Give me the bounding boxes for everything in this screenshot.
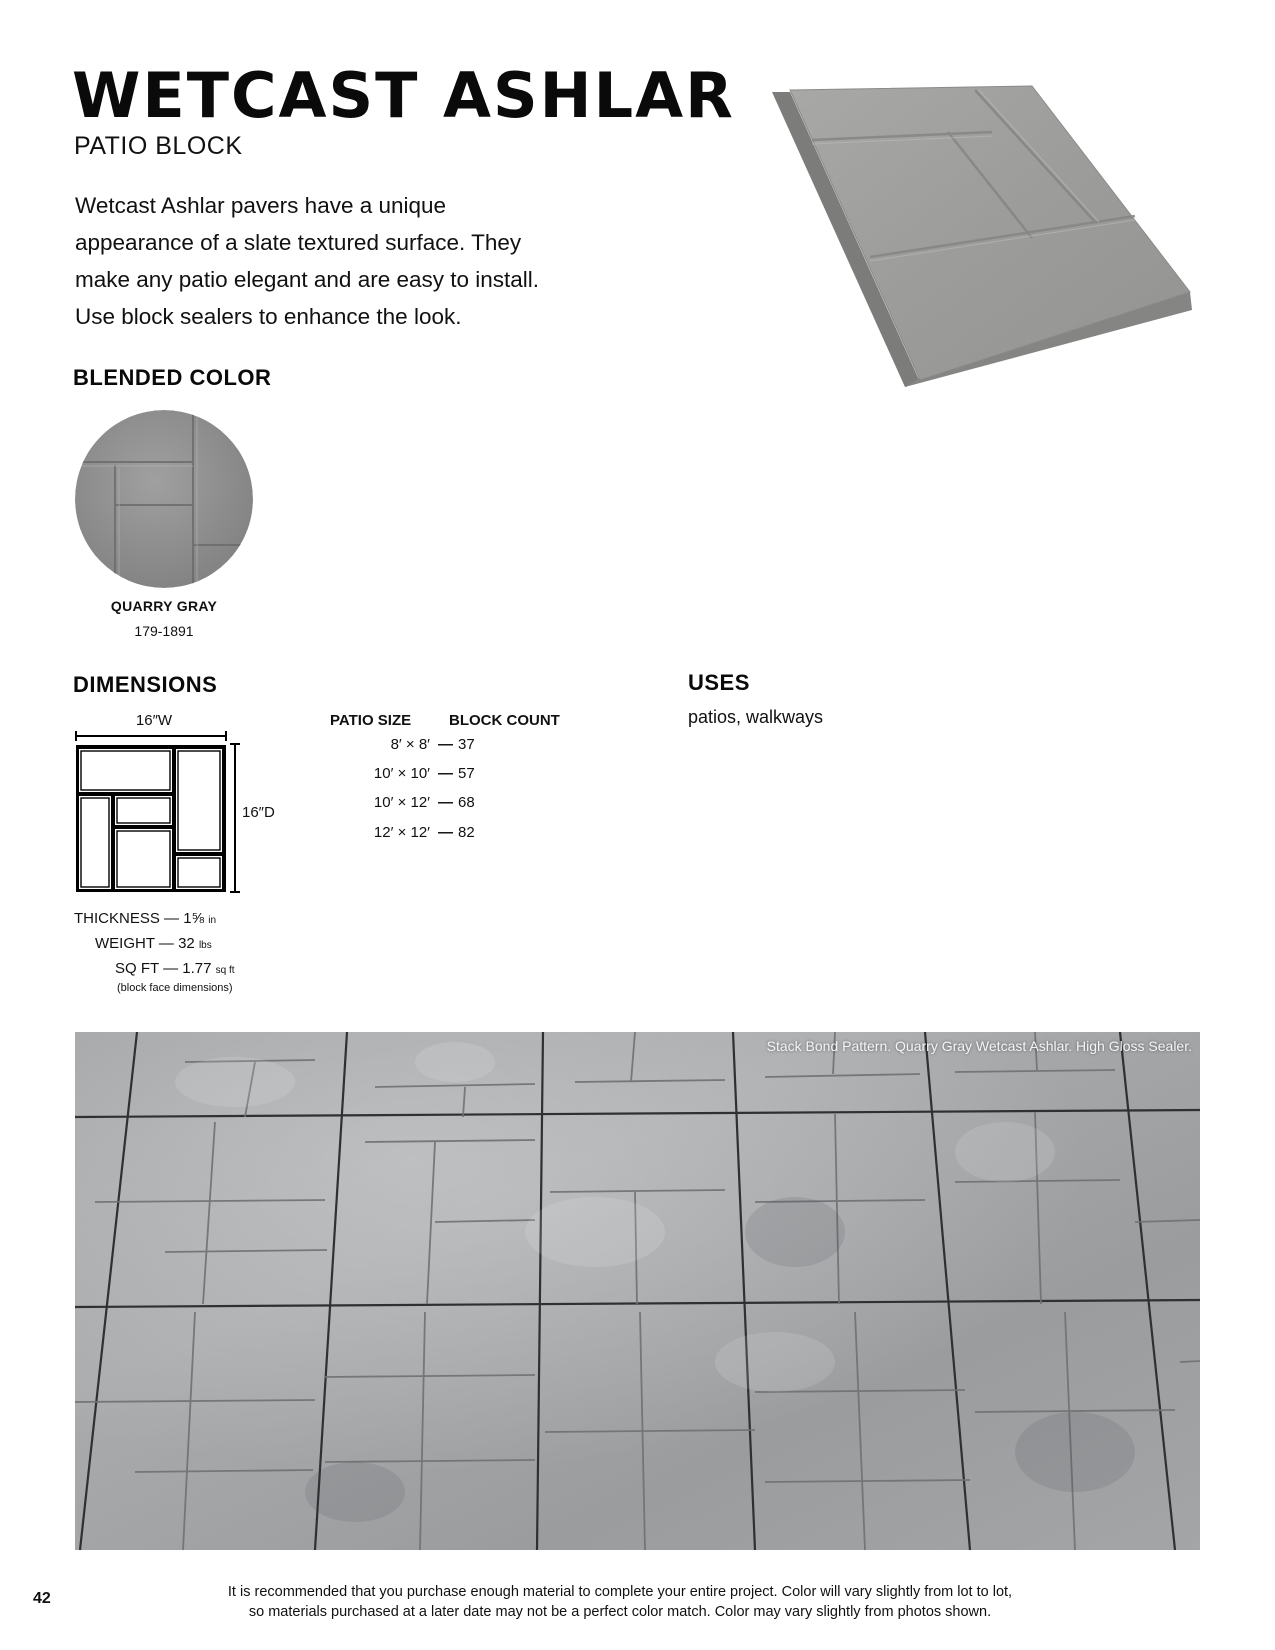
spec-thickness: THICKNESS — 1⅝ in <box>74 910 217 927</box>
spec-weight: WEIGHT — 32 lbs <box>95 935 212 952</box>
table-header-patio-size: PATIO SIZE <box>330 712 412 729</box>
uses-heading: USES <box>688 670 750 695</box>
description-line: Use block sealers to enhance the look. <box>75 304 462 329</box>
color-swatch-quarry-gray[interactable] <box>75 410 253 588</box>
table-row: 12′ × 12′ — 82 <box>373 824 475 841</box>
depth-label: 16″D <box>242 804 275 821</box>
block-pattern-diagram <box>72 728 252 893</box>
footer-disclaimer <box>160 1582 1080 1622</box>
blended-color-heading: BLENDED COLOR <box>73 365 272 390</box>
product-image <box>770 82 1200 392</box>
page-number: 42 <box>33 1590 51 1607</box>
description-line: Wetcast Ashlar pavers have a unique <box>75 193 447 218</box>
footer-line: so materials purchased at a later date may not be a perfect color match. Color may vary slightly from photos shown. <box>248 1604 992 1620</box>
table-header-block-count: BLOCK COUNT <box>449 712 560 729</box>
uses-value: patios, walkways <box>688 707 824 727</box>
swatch-name: QUARRY GRAY <box>110 598 218 614</box>
table-row: 10′ × 10′ — 57 <box>373 765 475 782</box>
page-title: WETCAST ASHLAR <box>72 59 735 132</box>
spec-sqft: SQ FT — 1.77 sq ft <box>115 960 235 977</box>
description-line: appearance of a slate textured surface. They <box>75 230 522 255</box>
width-label: 16″W <box>135 712 173 729</box>
patio-photo-illustration <box>75 1032 1200 1550</box>
page-subtitle: PATIO BLOCK <box>74 132 243 160</box>
dimensions-heading: DIMENSIONS <box>73 672 218 697</box>
photo-caption: Stack Bond Pattern. Quarry Gray Wetcast Ashlar. High Gloss Sealer. <box>766 1038 1192 1054</box>
table-row: 10′ × 12′ — 68 <box>373 794 475 811</box>
swatch-code: 179-1891 <box>134 623 194 639</box>
installation-photo <box>75 1032 1200 1550</box>
table-row: 8′ × 8′ — 37 <box>390 736 475 753</box>
footer-line: It is recommended that you purchase enough material to complete your entire project. Color will vary slightly from lot to lot, <box>227 1584 1013 1600</box>
spec-note: (block face dimensions) <box>117 982 233 994</box>
description-line: make any patio elegant and are easy to install. <box>75 267 540 292</box>
product-description <box>75 187 595 335</box>
